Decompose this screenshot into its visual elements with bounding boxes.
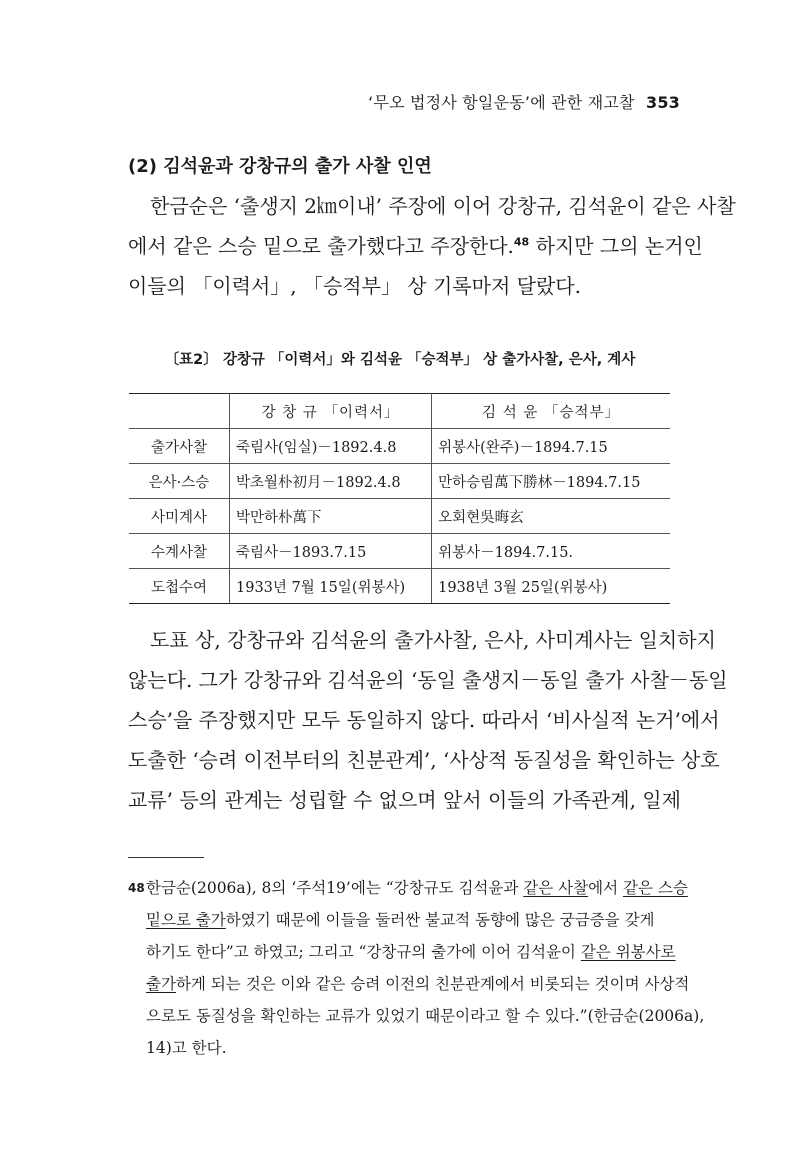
paragraph-line: 이들의 「이력서」, 「승적부」 상 기록마저 달랐다. (128, 274, 581, 298)
paragraph-line: 교류’ 등의 관계는 성립할 수 없으며 앞서 이들의 가족관계, 일제 (128, 788, 681, 812)
table-cell: 1933년 7월 15일(위봉사) (230, 569, 432, 604)
table-row (129, 429, 670, 464)
footnote-line (128, 936, 676, 968)
footnote-text: 하였기 때문에 이들을 둘러싼 불교적 동향에 많은 궁금증을 갖게 (225, 911, 655, 929)
footnote-divider (128, 857, 204, 858)
paragraph-line (128, 226, 703, 266)
comparison-table (129, 393, 670, 604)
body-paragraph-2 (128, 620, 728, 820)
table-cell: 위봉사(완주)－1894.7.15 (432, 429, 670, 464)
table-header-row (129, 394, 670, 429)
footnote-text: 에서 (588, 879, 623, 897)
footnote-text: 하게 되는 것은 이와 같은 승려 이전의 친분관계에서 비롯되는 것이며 사상적 (175, 975, 690, 993)
underlined-text: 밑으로 출가 (146, 911, 226, 929)
table-cell: 죽림사－1893.7.15 (230, 534, 432, 569)
table-cell: 박초월朴初月－1892.4.8 (230, 464, 432, 499)
paragraph-text: 에서 같은 스승 밑으로 출가했다고 주장한다. (128, 234, 514, 258)
table-row (129, 569, 670, 604)
table-header-cell: 강 창 규 「이력서」 (230, 394, 432, 429)
running-header (368, 90, 680, 113)
footnote-line: 으로도 동질성을 확인하는 교류가 있었기 때문이라고 할 수 있다.”(한금순(2006a), (146, 1007, 705, 1025)
footnote-line: 14)고 한다. (146, 1039, 227, 1057)
underlined-text: 같은 사찰 (523, 879, 589, 897)
paragraph-line: 스승’을 주장했지만 모두 동일하지 않다. 따라서 ‘비사실적 논거’에서 (128, 708, 720, 732)
row-label: 출가사찰 (129, 429, 230, 464)
row-label: 사미계사 (129, 499, 230, 534)
footnote-number: 48 (128, 881, 145, 895)
footnote-reference[interactable]: 48 (513, 235, 530, 249)
page-number: 353 (646, 93, 680, 112)
underlined-text: 같은 스승 (622, 879, 688, 897)
footnote-text: 하기도 한다”고 하였고; 그리고 “강창규의 출가에 이어 김석윤이 (146, 943, 581, 961)
footnote-line (128, 904, 676, 936)
body-paragraph-1 (128, 186, 736, 306)
section-heading: (2) 김석윤과 강창규의 출가 사찰 인연 (128, 156, 432, 177)
paragraph-line: 않는다. 그가 강창규와 김석윤의 ‘동일 출생지－동일 출가 사찰－동일 (128, 668, 728, 692)
paragraph-line: 한금순은 ‘출생지 2㎞이내’ 주장에 이어 강창규, 김석윤이 같은 사찰 (150, 194, 736, 218)
table-caption: 〔표2〕 강창규 「이력서」와 김석윤 「승적부」 상 출가사찰, 은사, 계사 (164, 352, 636, 368)
table-cell: 박만하朴萬下 (230, 499, 432, 534)
row-label: 도첩수여 (129, 569, 230, 604)
table-header-cell (129, 394, 230, 429)
footnote-48 (128, 872, 705, 1064)
table-cell: 위봉사－1894.7.15. (432, 534, 670, 569)
paragraph-line: 도출한 ‘승려 이전부터의 친분관계’, ‘사상적 동질성을 확인하는 상호 (128, 748, 720, 772)
footnote-line (128, 872, 688, 904)
table-header-cell: 김 석 윤 「승적부」 (432, 394, 670, 429)
underlined-text: 같은 위봉사로 (580, 943, 676, 961)
table-cell: 만하승림萬下勝林－1894.7.15 (432, 464, 670, 499)
table-row (129, 499, 670, 534)
table-cell: 죽림사(임실)－1892.4.8 (230, 429, 432, 464)
table-cell: 1938년 3월 25일(위봉사) (432, 569, 670, 604)
underlined-text: 출가 (146, 975, 176, 993)
footnote-text: 한금순(2006a), 8의 ‘주석19’에는 “강창규도 김석윤과 (146, 879, 524, 897)
table-row (129, 464, 670, 499)
paragraph-text: 하지만 그의 논거인 (529, 234, 703, 258)
row-label: 은사·스승 (129, 464, 230, 499)
paragraph-line: 도표 상, 강창규와 김석윤의 출가사찰, 은사, 사미계사는 일치하지 (150, 628, 716, 652)
table-cell: 오회현吳晦玄 (432, 499, 670, 534)
row-label: 수계사찰 (129, 534, 230, 569)
table-row (129, 534, 670, 569)
footnote-line (128, 968, 690, 1000)
running-title: ‘무오 법정사 항일운동’에 관한 재고찰 (368, 93, 635, 112)
